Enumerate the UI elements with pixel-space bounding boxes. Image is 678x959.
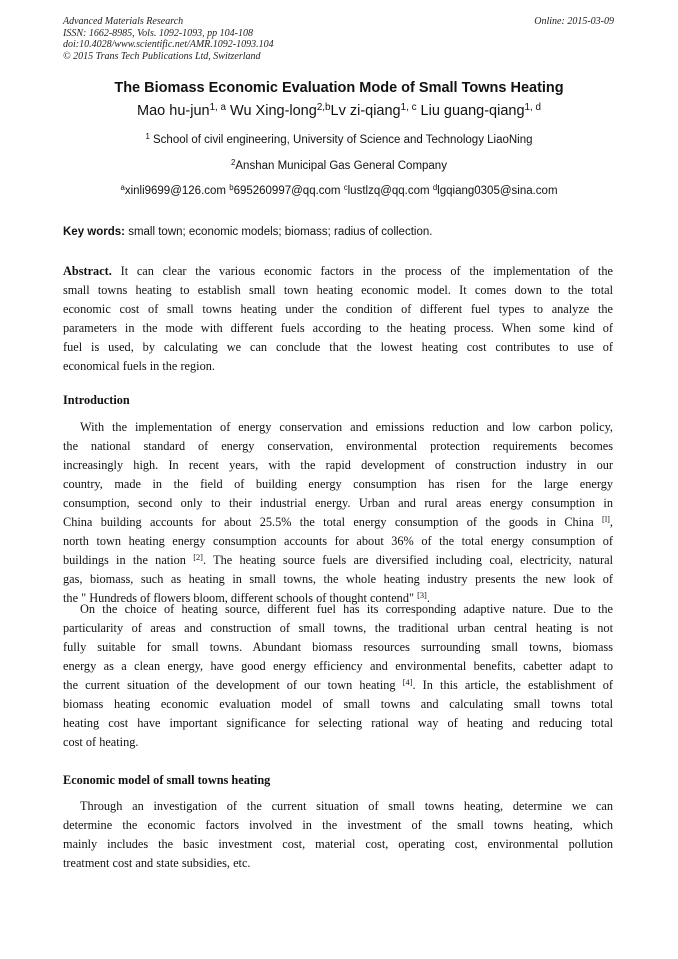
paragraph-line [63, 676, 613, 695]
paragraph-line: parameters in the mode with different fuels according to the heating process. When some kind of [63, 321, 613, 335]
email-mark: a [120, 183, 125, 193]
email-mark: b [229, 183, 234, 193]
paragraph-line: economical fuels in the region. [63, 359, 215, 373]
abstract-label: Abstract. [63, 264, 112, 278]
paragraph-line [63, 513, 613, 532]
paragraph-line: fully suitable for small towns. Abundant biomass resources surrounding small towns, biomass [63, 640, 613, 654]
introduction-heading: Introduction [63, 393, 130, 407]
author-name: Lv zi-qiang [330, 103, 401, 119]
paragraph-line: heating cost have important significance for selecting rational way of heating and reducing total [63, 716, 613, 730]
email-mark: c [343, 183, 348, 193]
affiliation-1 [0, 134, 678, 146]
economic-model-paragraph [63, 797, 613, 873]
paragraph-line: mainly includes the basic investment cost, material cost, operating cost, environmental pollution [63, 837, 613, 851]
line-text: It can clear the various economic factors in the process of the implementation of the [120, 264, 613, 278]
author-affiliation-mark: 1, d [524, 102, 541, 114]
affiliation-mark: 1 [145, 132, 150, 142]
paragraph-line: country, made in the field of building energy consumption has risen for the large energy [63, 477, 613, 491]
paragraph-line: small towns heating to establish small town heating economic model. It comes down to the total [63, 283, 613, 297]
introduction-paragraph-1 [63, 418, 613, 608]
author-affiliation-mark: 1, a [209, 102, 226, 114]
email-list [0, 185, 678, 197]
keywords-label: Key words: [63, 226, 125, 238]
paragraph-line: energy as a clean energy, have good energy efficiency and environmental benefits, cabetter adapt to [63, 659, 613, 673]
citation-ref: [3] [417, 590, 427, 600]
affiliation-2 [0, 160, 678, 172]
author-list [0, 103, 678, 119]
keywords-text: small town; economic models; biomass; radius of collection. [128, 226, 433, 238]
affiliation-text: Anshan Municipal Gas General Company [235, 160, 447, 172]
email-address: lgqiang0305@sina.com [437, 185, 558, 197]
citation-ref: [4] [402, 677, 413, 687]
affiliation-mark: 2 [231, 158, 236, 168]
introduction-paragraph-2 [63, 600, 613, 752]
paragraph-line: cost of heating. [63, 735, 139, 749]
line-text: buildings in the nation [63, 553, 194, 567]
paragraph-line: the national standard of energy conservation, environmental protection requirements becomes [63, 439, 613, 453]
keywords [63, 226, 432, 238]
journal-header [63, 16, 274, 62]
paragraph-line: On the choice of heating source, different fuel has its corresponding adaptive nature. Due to the [80, 602, 613, 616]
author-affiliation-mark: 1, c [400, 102, 417, 114]
email-address: 695260997@qq.com [233, 185, 341, 197]
author-name: Wu Xing-long [230, 103, 317, 119]
copyright-line: © 2015 Trans Tech Publications Ltd, Switzerland [63, 50, 261, 62]
paragraph-line: determine the economic factors involved in the investment of the small towns heating, which [63, 818, 613, 832]
paragraph-line: north town heating energy consumption accounts for about 36% of the total energy consumption of [63, 534, 613, 548]
abstract-paragraph [63, 262, 613, 376]
paragraph-line: economic cost of small towns heating under the condition of different fuel types to analyze the [63, 302, 613, 316]
paragraph-line: increasingly high. In recent years, with the rapid development of construction industry in our [63, 458, 613, 472]
citation-ref: [2] [193, 552, 203, 562]
paragraph-line [63, 262, 613, 281]
affiliation-text: School of civil engineering, University of Science and Technology LiaoNing [153, 134, 533, 146]
line-text: . [426, 591, 430, 605]
author-name: Mao hu-jun [137, 103, 210, 119]
paragraph-line: treatment cost and state subsidies, etc. [63, 856, 251, 870]
online-date: Online: 2015-03-09 [534, 16, 614, 27]
line-text: . In this article, the establishment of [412, 678, 613, 692]
paragraph-line: Through an investigation of the current situation of small towns heating, determine we can [80, 799, 613, 813]
citation-ref: [l] [602, 514, 610, 524]
paragraph-line: particularity of areas and construction of small towns, the traditional urban central heating is not [63, 621, 613, 635]
email-address: lustlzq@qq.com [347, 185, 430, 197]
line-text: the current situation of the development of our town heating [63, 678, 403, 692]
paragraph-line: fuel is used, by calculating we can conclude that the lowest heating cost contributes to use of [63, 340, 613, 354]
issn-line: ISSN: 1662-8985, Vols. 1092-1093, pp 104-108 [63, 27, 253, 39]
author-affiliation-mark: 2,b [316, 102, 331, 114]
doi-line: doi:10.4028/www.scientific.net/AMR.1092-1093.104 [63, 39, 274, 50]
paragraph-line [63, 551, 613, 570]
paragraph-line: With the implementation of energy conservation and emissions reduction and low carbon policy, [80, 420, 613, 434]
journal-name: Advanced Materials Research [63, 16, 184, 27]
line-text: , [609, 515, 613, 529]
paragraph-line: consumption, second only to their industrial energy. Urban and rural areas energy consumption in [63, 496, 613, 510]
email-mark: d [432, 183, 438, 193]
email-address: xinli9699@126.com [124, 185, 226, 197]
line-text: the " Hundreds of flowers bloom, different schools of thought contend" [63, 591, 418, 605]
paragraph-line: biomass heating economic evaluation model of small towns and calculating small towns total [63, 697, 613, 711]
paragraph-line: gas, biomass, such as heating in small towns, the whole heating industry presents the new look of [63, 572, 613, 586]
line-text: China building accounts for about 25.5% the total energy consumption of the goods in China [63, 515, 603, 529]
line-text: . The heating source fuels are diversified including coal, electricity, natural [202, 553, 614, 567]
economic-model-heading: Economic model of small towns heating [63, 773, 271, 787]
author-name: Liu guang-qiang [420, 103, 525, 119]
paper-title: The Biomass Economic Evaluation Mode of Small Towns Heating [114, 80, 564, 96]
